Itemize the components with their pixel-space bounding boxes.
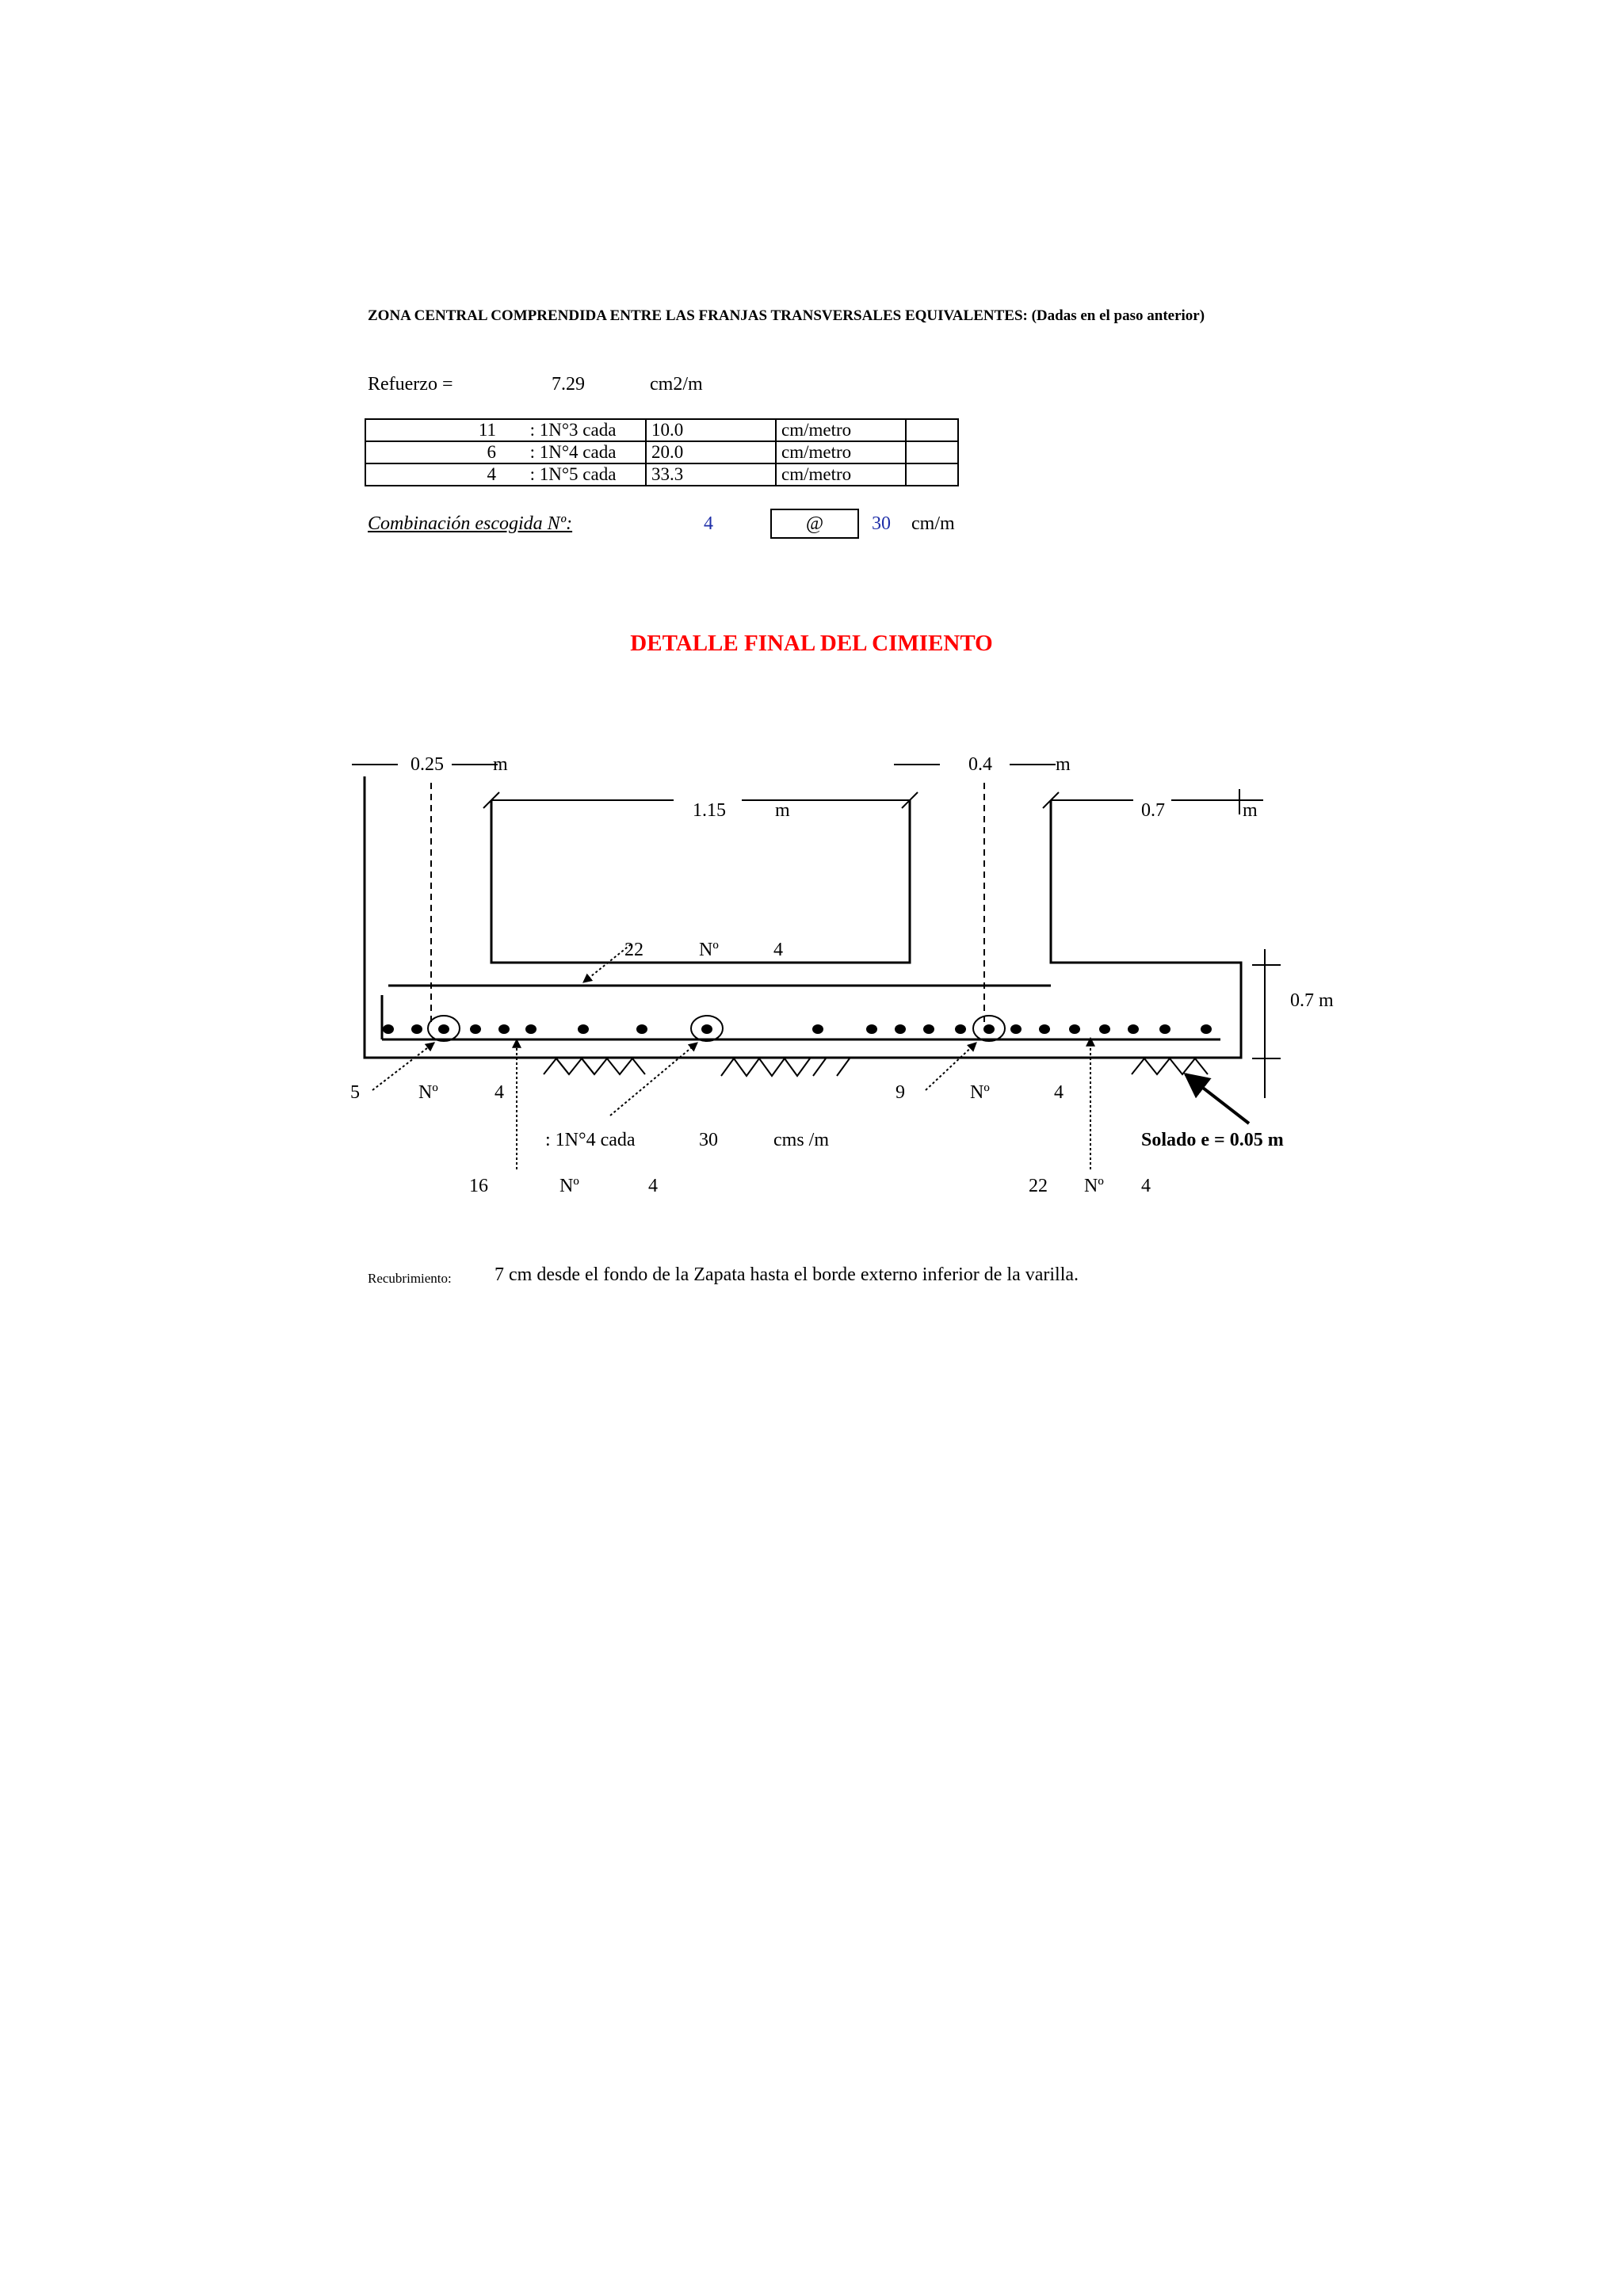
combinacion-label: Combinación escogida Nº: (368, 513, 573, 534)
solado-arrow (1186, 1074, 1249, 1123)
detail-title: DETALLE FINAL DEL CIMIENTO (630, 631, 993, 656)
rebar-dot (1099, 1024, 1110, 1034)
section-heading: ZONA CENTRAL COMPRENDIDA ENTRE LAS FRANJAS TRANSVERSALES EQUIVALENTES: (Dadas en el paso anterior) (368, 307, 1205, 324)
rebar-dot (866, 1024, 877, 1034)
dim-left-column-unit: m (493, 754, 508, 775)
bar-unit: cm/metro (776, 419, 906, 441)
bar-desc: : 1N°4 cada (501, 441, 646, 463)
bottom-left-no: Nº (559, 1176, 579, 1196)
dim-span-unit: m (775, 800, 790, 821)
rebar-callout-circles (428, 1016, 1005, 1041)
bottom-right-size: 4 (1141, 1176, 1151, 1196)
rebar-dot (1010, 1024, 1022, 1034)
refuerzo-label: Refuerzo = (368, 374, 453, 395)
mid-bar-size: 4 (1054, 1082, 1064, 1103)
recubrimiento-label: Recubrimiento: (368, 1271, 452, 1286)
left-bar-no: Nº (418, 1082, 438, 1103)
bar-spacing: 20.0 (646, 441, 776, 463)
combinacion-unit: cm/m (911, 513, 955, 534)
dim-right-span-unit: m (1243, 800, 1258, 821)
rebar-dot (470, 1024, 481, 1034)
refuerzo-value: 7.29 (552, 374, 585, 395)
bar-spacing: 10.0 (646, 419, 776, 441)
rebar-dot (525, 1024, 537, 1034)
soil-hatch (544, 1058, 1208, 1076)
distribution-spacing: 30 (699, 1130, 718, 1150)
footing-outline (365, 776, 1241, 1058)
bar-spacing: 33.3 (646, 463, 776, 486)
rebar-dot (411, 1024, 422, 1034)
dim-span: 1.15 (693, 800, 726, 821)
rebar-dot (1128, 1024, 1139, 1034)
dim-left-column: 0.25 (411, 754, 444, 775)
rebar-dot (895, 1024, 906, 1034)
mid-bar-count: 9 (896, 1082, 905, 1103)
dim-right-column-unit: m (1056, 754, 1071, 775)
rebar-dot (438, 1024, 449, 1034)
dim-height: 0.7 m (1290, 990, 1334, 1011)
refuerzo-unit: cm2/m (650, 374, 703, 395)
recubrimiento-text: 7 cm desde el fondo de la Zapata hasta el borde externo inferior de la varilla. (495, 1264, 1079, 1285)
left-bar-size: 4 (495, 1082, 504, 1103)
rebar-dot (812, 1024, 823, 1034)
rebar-dot (1039, 1024, 1050, 1034)
bottom-right-count: 22 (1029, 1176, 1048, 1196)
rebar-dot (636, 1024, 647, 1034)
distribution-unit: cms /m (773, 1130, 829, 1150)
bar-unit: cm/metro (776, 463, 906, 486)
left-bar-count: 5 (350, 1082, 360, 1103)
dim-right-span: 0.7 (1141, 800, 1165, 821)
bottom-left-size: 4 (648, 1176, 658, 1196)
bar-count: 6 (365, 441, 501, 463)
rebar-dot (383, 1024, 394, 1034)
top-bar-count: 22 (624, 940, 643, 960)
rebar-dot (923, 1024, 934, 1034)
combinacion-spacing: 30 (872, 513, 891, 534)
at-symbol-box: @ (770, 509, 859, 539)
bar-desc: : 1N°3 cada (501, 419, 646, 441)
mid-bar-no: Nº (970, 1082, 990, 1103)
rebar-dot (983, 1024, 995, 1034)
bottom-left-count: 16 (469, 1176, 488, 1196)
top-bar-size: 4 (773, 940, 783, 960)
top-bar-no: Nº (699, 940, 719, 960)
rebar-dot (701, 1024, 712, 1034)
rebar-dot (578, 1024, 589, 1034)
bar-count: 4 (365, 463, 501, 486)
rebar-dots (383, 1024, 1212, 1034)
bottom-right-no: Nº (1084, 1176, 1104, 1196)
bar-desc: : 1N°5 cada (501, 463, 646, 486)
rebar-dot (955, 1024, 966, 1034)
dim-right-column: 0.4 (968, 754, 992, 775)
rebar-dot (498, 1024, 510, 1034)
distribution-desc: : 1N°4 cada (545, 1130, 636, 1150)
bar-count: 11 (365, 419, 501, 441)
solado-label: Solado e = 0.05 m (1141, 1130, 1284, 1150)
rebar-dot (1201, 1024, 1212, 1034)
bar-unit: cm/metro (776, 441, 906, 463)
rebar-dot (1069, 1024, 1080, 1034)
combinacion-number: 4 (704, 513, 713, 534)
rebar-dot (1159, 1024, 1170, 1034)
